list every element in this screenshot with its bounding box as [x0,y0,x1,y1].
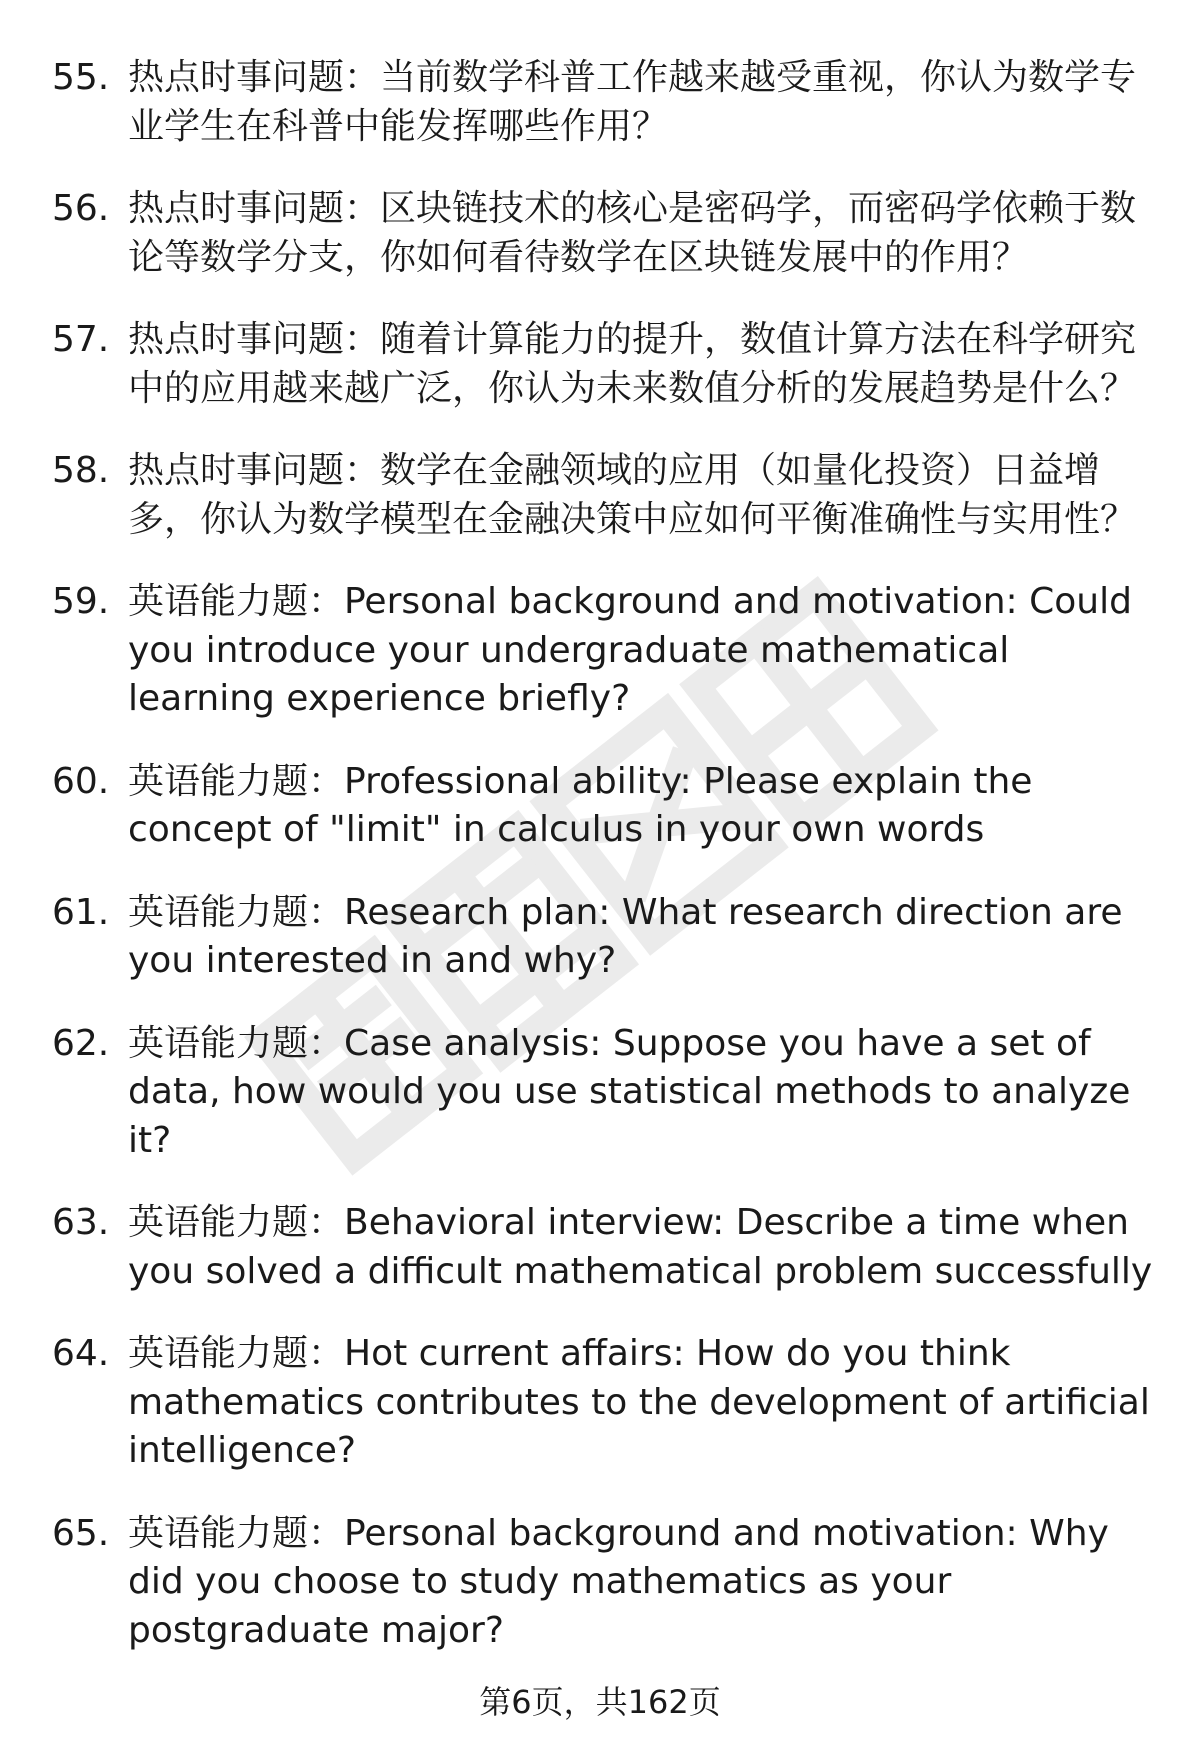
question-number: 63. [52,1202,110,1243]
question-item [52,447,1162,544]
question-item [52,54,1162,151]
question-item [52,889,1162,986]
question-text: 热点时事问题：随着计算能力的提升，数值计算方法在科学研究中的应用越来越广泛，你认为未来数值分析的发展趋势是什么？ [128,319,1137,409]
question-number: 62. [52,1022,110,1064]
question-text: 热点时事问题：区块链技术的核心是密码学，而密码学依赖于数论等数学分支，你如何看待数学在区块链发展中的作用？ [128,188,1137,278]
question-text: 英语能力题：Hot current affairs: How do you think mathematics contributes to the development of artificial intelligence? [128,1333,1150,1471]
question-text: 英语能力题：Behavioral interview: Describe a time when you solved a difficult mathematical problem successfully [128,1202,1153,1292]
question-text: 英语能力题：Case analysis: Suppose you have a set of data, how would you use statistical methods to analyze it? [128,1022,1131,1161]
question-number: 57. [52,319,110,360]
question-number: 60. [52,760,110,802]
question-item [52,1199,1162,1296]
page-number-footer: 第6页，共162页 [479,1683,721,1721]
question-text: 英语能力题：Personal background and motivation: Why did you choose to study mathematics as your postgraduate major? [128,1512,1109,1651]
question-number: 59. [52,581,110,622]
question-text: 热点时事问题：当前数学科普工作越来越受重视，你认为数学专业学生在科普中能发挥哪些作用？ [128,57,1137,147]
question-number: 58. [52,450,110,491]
question-text: 英语能力题：Research plan: What research direction are you interested in and why? [128,891,1123,981]
question-text: 热点时事问题：数学在金融领域的应用（如量化投资）日益增多，你认为数学模型在金融决策中应如何平衡准确性与实用性？ [128,450,1137,540]
question-item [52,185,1162,282]
question-number: 55. [52,57,110,98]
question-number: 64. [52,1333,110,1374]
question-list [52,54,1162,1689]
question-number: 61. [52,891,110,933]
question-item [52,758,1162,855]
question-text: 英语能力题：Professional ability: Please explain the concept of "limit" in calculus in your own words [128,760,1033,850]
question-item [52,1330,1162,1476]
question-item [52,578,1162,724]
question-number: 56. [52,188,110,229]
question-item [52,316,1162,413]
question-number: 65. [52,1512,110,1554]
question-item [52,1020,1162,1166]
question-text: 英语能力题：Personal background and motivation: Could you introduce your undergraduate mathematical learning experience briefly? [128,581,1132,719]
question-item [52,1510,1162,1656]
